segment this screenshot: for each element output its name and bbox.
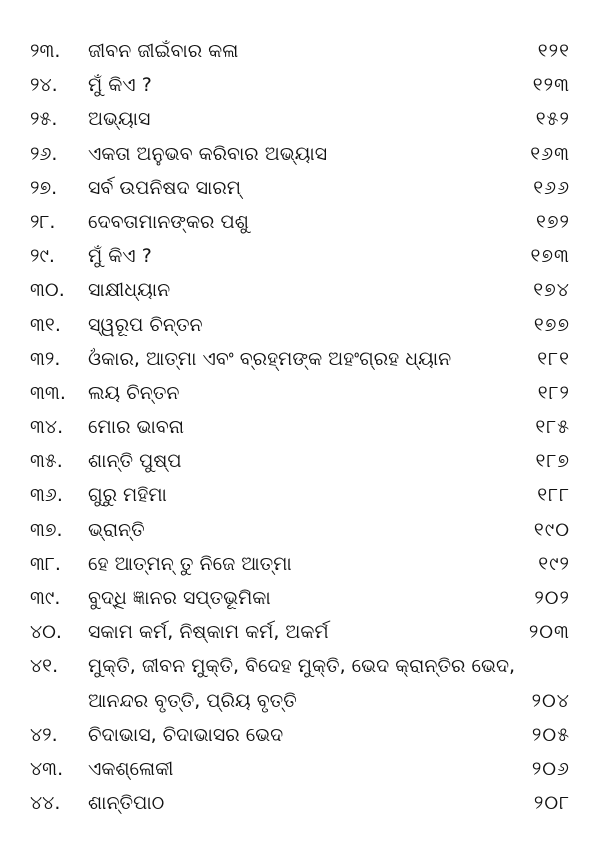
- table-of-contents: [0, 34, 600, 820]
- toc-entry-page: ୧୭୭: [533, 313, 570, 336]
- toc-entry-number: ୨୫.: [30, 108, 58, 131]
- toc-entry-number: ୩୧.: [30, 313, 61, 336]
- toc-entry-number: ୩୦.: [30, 279, 65, 302]
- toc-entry-title: ମୁଁ କିଏ ?: [88, 74, 152, 97]
- toc-entry-title: ଜୀବନ ଜୀଇଁବାର କଳା: [88, 40, 239, 62]
- toc-entry-42: [0, 718, 600, 752]
- toc-entry-number: ୩୮.: [30, 552, 61, 575]
- toc-entry-number: ୪୨.: [30, 723, 58, 746]
- toc-entry-title: ଦେବତାମାନଙ୍କର ପଶୁ: [88, 210, 249, 233]
- toc-entry-number: ୨୪.: [30, 74, 58, 97]
- toc-entry-page: ୧୬୩: [530, 142, 570, 165]
- toc-entry-35: [0, 444, 600, 478]
- toc-entry-page: ୧୭୪: [533, 279, 570, 302]
- toc-entry-title: ସ୍ୱରୂପ ଚିନ୍ତନ: [88, 313, 203, 336]
- toc-entry-title: ମୋର ଭାବନା: [88, 416, 185, 439]
- toc-entry-number: ୪୧.: [30, 655, 59, 678]
- toc-entry-page: ୧୨୩: [532, 74, 570, 97]
- toc-entry-28: [0, 205, 600, 239]
- toc-entry-page: ୧୮୫: [535, 416, 570, 439]
- toc-entry-title: ଭ୍ରାନ୍ତି: [88, 518, 145, 541]
- toc-entry-39: [0, 581, 600, 615]
- toc-entry-38: [0, 547, 600, 581]
- toc-entry-page: ୧୮୮: [537, 484, 570, 507]
- toc-entry-31: [0, 308, 600, 342]
- toc-entry-43: [0, 752, 600, 786]
- toc-entry-title: ଏକଶ୍ଳୋକୀ: [88, 757, 174, 780]
- toc-entry-number: ୪୩.: [30, 757, 64, 780]
- toc-entry-number: ୩୨.: [30, 347, 61, 370]
- toc-entry-33: [0, 376, 600, 410]
- toc-entry-29: [0, 239, 600, 273]
- toc-entry-title: ସକାମ କର୍ମ, ନିଷ୍କାମ କର୍ମ, ଅକର୍ମ: [88, 621, 329, 644]
- toc-entry-title: ହେ ଆତ୍ମନ୍ ତୁ ନିଜେ ଆତ୍ମା: [88, 552, 292, 575]
- toc-entry-page: ୨୦୨: [534, 587, 570, 609]
- toc-entry-40: [0, 615, 600, 649]
- toc-entry-25: [0, 102, 600, 136]
- toc-entry-title: ମୁକ୍ତି, ଜୀବନ ମୁକ୍ତି, ବିଦେହ ମୁକ୍ତି, ଭେଦ କ୍ରାନ୍ତିର ଭେଦ,: [88, 655, 516, 678]
- toc-entry-page: ୧୬୬: [533, 176, 570, 199]
- toc-entry-number: ୨୬.: [30, 142, 58, 165]
- toc-entry-32: [0, 342, 600, 376]
- toc-entry-44: [0, 786, 600, 820]
- toc-entry-page: ୧୯୦: [533, 518, 570, 541]
- toc-entry-41-continued: [0, 684, 600, 718]
- toc-entry-number: ୩୫.: [30, 450, 63, 473]
- toc-entry-number: ୨୩.: [30, 40, 61, 62]
- toc-entry-title: ମୁଁ କିଏ ?: [88, 245, 152, 268]
- toc-entry-number: ୪୪.: [30, 792, 61, 815]
- toc-entry-26: [0, 137, 600, 171]
- toc-entry-title: ଶାନ୍ତି ପୁଷ୍ପ: [88, 450, 182, 473]
- toc-entry-number: ୨୭.: [30, 176, 58, 199]
- toc-entry-number: ୨୮.: [30, 210, 56, 233]
- toc-entry-page: ୧୭୩: [530, 245, 570, 268]
- toc-entry-title: ଏକତା ଅନୁଭବ କରିବାର ଅଭ୍ୟାସ: [88, 142, 328, 165]
- toc-entry-page: ୧୫୨: [535, 108, 570, 131]
- toc-entry-page: ୧୯୨: [538, 552, 570, 575]
- toc-entry-page: ୨୦୩: [528, 621, 570, 644]
- toc-entry-number: ୩୭.: [30, 518, 63, 541]
- toc-entry-page: ୧୨୧: [537, 40, 570, 62]
- toc-entry-page: ୨୦୬: [531, 757, 570, 780]
- toc-entry-title: ଚିଦାଭାସ, ଚିଦାଭାସର ଭେଦ: [88, 723, 284, 746]
- toc-entry-title: ଆନନ୍ଦର ବୃତ୍ତି, ପ୍ରିୟ ବୃତ୍ତି: [88, 689, 297, 712]
- toc-entry-page: ୧୮୨: [537, 381, 570, 404]
- toc-entry-23: [0, 34, 600, 68]
- toc-entry-30: [0, 273, 600, 307]
- toc-entry-34: [0, 410, 600, 444]
- toc-entry-37: [0, 513, 600, 547]
- toc-entry-page: ୨୦୮: [533, 792, 570, 815]
- toc-entry-number: ୩୩.: [30, 381, 66, 404]
- toc-entry-title: ଅଭ୍ୟାସ: [88, 108, 151, 131]
- toc-entry-page: ୧୭୨: [536, 210, 570, 233]
- toc-entry-number: ୩୪.: [30, 416, 64, 439]
- toc-entry-page: ୨୦୫: [531, 723, 570, 746]
- toc-entry-title: ବୁଦ୍ଧି ଜ୍ଞାନର ସପ୍ତଭୂମିକା: [88, 587, 271, 609]
- toc-entry-title: ସର୍ବ ଉପନିଷଦ ସାରମ୍: [88, 176, 241, 199]
- toc-entry-title: ଶାନ୍ତିପାଠ: [88, 792, 165, 815]
- toc-entry-title: ଗୁରୁ ମହିମା: [88, 484, 167, 507]
- toc-entry-24: [0, 68, 600, 102]
- toc-entry-title: ଲୟ ଚିନ୍ତନ: [88, 381, 180, 404]
- toc-entry-41: [0, 649, 600, 683]
- toc-entry-27: [0, 171, 600, 205]
- toc-entry-number: ୩୬.: [30, 484, 63, 507]
- toc-entry-page: ୨୦୪: [531, 689, 570, 712]
- toc-entry-number: ୨୯.: [30, 245, 55, 268]
- toc-entry-36: [0, 478, 600, 512]
- toc-entry-page: ୧୮୧: [537, 347, 570, 370]
- toc-entry-title: ଓଁକାର, ଆତ୍ମା ଏବଂ ବ୍ରହ୍ମଙ୍କ ଅହଂଗ୍ରହ ଧ୍ୟାନ: [88, 347, 452, 370]
- toc-entry-number: ୩୯.: [30, 587, 61, 609]
- toc-entry-number: ୪୦.: [30, 621, 62, 644]
- toc-entry-page: ୧୮୭: [535, 450, 570, 473]
- toc-entry-title: ସାକ୍ଷୀଧ୍ୟାନ: [88, 279, 171, 302]
